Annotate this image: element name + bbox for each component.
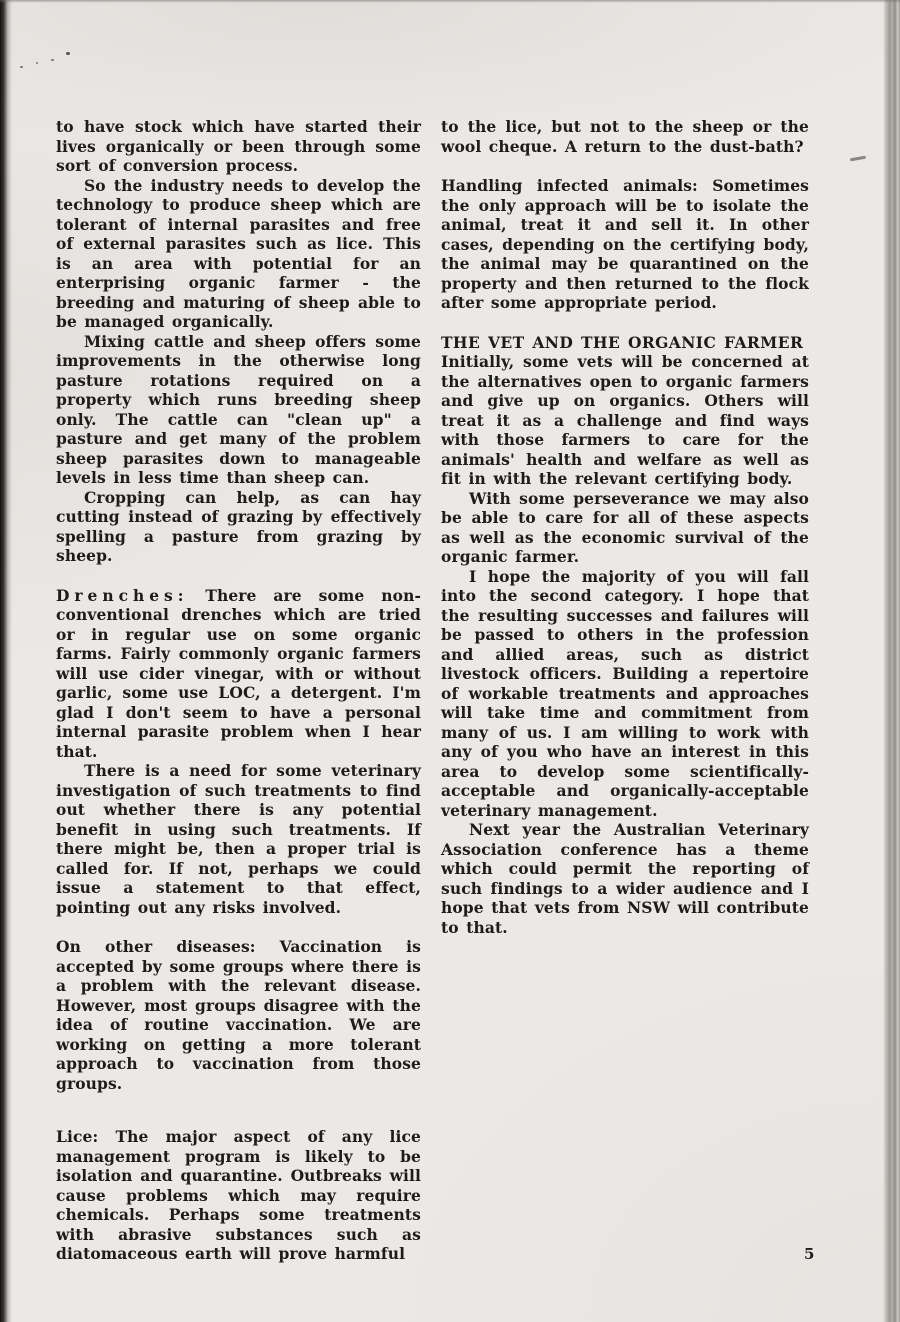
body-paragraph <box>56 332 421 488</box>
two-column-text-area <box>56 117 809 1264</box>
paragraph-text: The major aspect of any lice management program is likely to be isolation and quarantine. Outbreaks will cause problems which may require chemicals. Perhaps some treatments with abrasive substances such as diatomaceous earth will prove harmful <box>56 1127 421 1263</box>
page-number: 5 <box>804 1245 815 1263</box>
paragraph-text: There are some non-conventional drenches which are tried or in regular use on some organic farms. Fairly commonly organic farmers will use cider vinegar, with or without garlic, some use LOC, a detergent. I'm glad I don't seem to have a personal internal parasite problem when I hear that. <box>56 585 421 761</box>
paragraph-lead: On other diseases: <box>56 937 256 956</box>
body-paragraph <box>441 117 809 156</box>
paragraph-text: to the lice, but not to the sheep or the wool cheque. A return to the dust-bath? <box>441 117 809 156</box>
paragraph-lead: Drenches: <box>56 585 189 605</box>
body-paragraph <box>441 567 809 821</box>
body-paragraph <box>441 489 809 567</box>
text-column-left <box>56 117 421 1264</box>
paragraph-text: With some perseverance we may also be able to care for all of these aspects as well as the economic survival of the organic farmer. <box>441 488 809 566</box>
scan-edge-top <box>0 0 900 3</box>
paragraph-text: Cropping can help, as can hay cutting instead of grazing by effectively spelling a pasture from grazing by sheep. <box>56 487 421 565</box>
paragraph-text: Initially, some vets will be concerned at the alternatives open to organic farmers and give up on organics. Others will treat it as a challenge and find ways with those farmers to care for the animals' health and welfare as well as fit in with the relevant certifying body. <box>441 352 809 488</box>
section-heading <box>441 333 809 353</box>
paragraph-lead: Handling infected animals: <box>441 176 698 195</box>
text-column-right <box>441 117 809 1264</box>
body-paragraph <box>56 937 421 1093</box>
body-paragraph <box>56 586 421 762</box>
scan-speck <box>66 52 70 55</box>
scan-speck <box>36 62 38 64</box>
paragraph-text: I hope the majority of you will fall into the second category. I hope that the resulting successes and failures will be passed to others in the profession and allied areas, such as district livestock officers. Building a repertoire of workable treatments and approaches will take time and commitment from many of us. I am willing to work with any of you who have an interest in this area to develop some scientifically-acceptable and organically-acceptable veterinary management. <box>441 566 809 820</box>
body-paragraph <box>56 176 421 332</box>
scan-dash-mark <box>850 156 866 162</box>
scan-edge-left <box>0 0 12 1322</box>
body-paragraph <box>56 117 421 176</box>
body-paragraph <box>56 488 421 566</box>
body-paragraph <box>441 352 809 489</box>
body-paragraph <box>441 176 809 313</box>
body-paragraph <box>441 820 809 937</box>
body-paragraph <box>56 1127 421 1264</box>
body-paragraph <box>56 761 421 917</box>
scan-edge-right <box>883 0 900 1322</box>
paragraph-text: Sometimes the only approach will be to isolate the animal, treat it and sell it. In other cases, depending on the certifying body, the animal may be quarantined on the property and then returned to the flock after some appropriate period. <box>441 176 809 312</box>
paragraph-text: Mixing cattle and sheep offers some improvements in the otherwise long pasture rotations required on a property which runs breeding sheep only. The cattle can "clean up" a pasture and get many of the problem sheep parasites down to manageable levels in less time than sheep can. <box>56 331 421 487</box>
paragraph-text: Next year the Australian Veterinary Association conference has a theme which could permit the reporting of such findings to a wider audience and I hope that vets from NSW will contribute to that. <box>441 820 809 937</box>
scan-speck <box>51 59 54 61</box>
paragraph-text: to have stock which have started their lives organically or been through some sort of conversion process. <box>56 117 421 175</box>
heading-text: THE VET AND THE ORGANIC FARMER <box>441 332 804 352</box>
paragraph-lead: Lice: <box>56 1127 99 1146</box>
paragraph-text: Vaccination is accepted by some groups where there is a problem with the relevant disease. However, most groups disagree with the idea of routine vaccination. We are working on getting a more tolerant approach to vaccination from those groups. <box>56 937 421 1093</box>
paragraph-text: There is a need for some veterinary investigation of such treatments to find out whether there is any potential benefit in using such treatments. If there might be, then a proper trial is called for. If not, perhaps we could issue a statement to that effect, pointing out any risks involved. <box>56 761 421 917</box>
paragraph-text: So the industry needs to develop the technology to produce sheep which are tolerant of internal parasites and free of external parasites such as lice. This is an area with potential for an enterprising organic farmer - the breeding and maturing of sheep able to be managed organically. <box>56 175 421 331</box>
scan-speck <box>20 66 23 68</box>
